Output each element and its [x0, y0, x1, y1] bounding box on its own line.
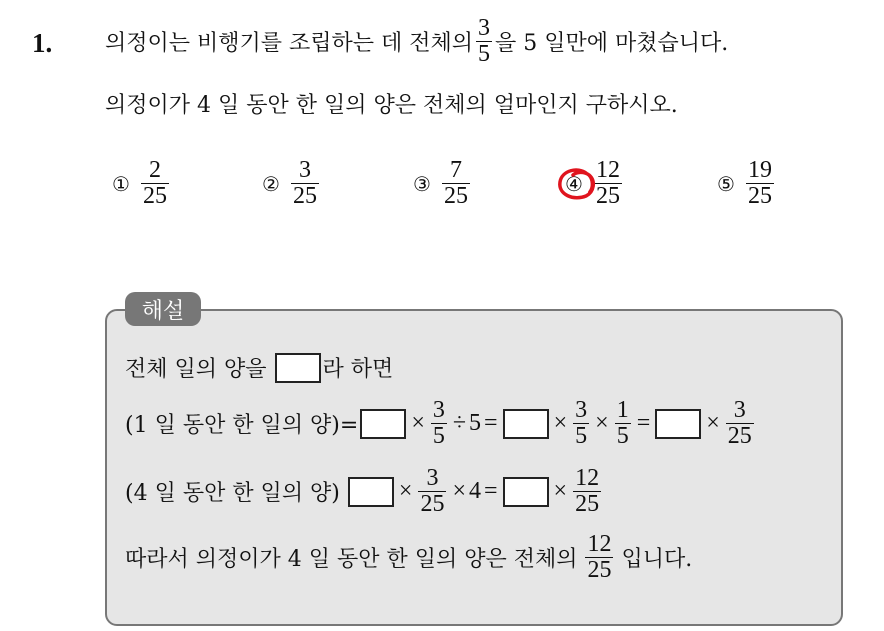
question-line-1 — [105, 16, 728, 67]
question-number: 1. — [32, 28, 53, 58]
fraction — [573, 398, 589, 449]
choice-2-numerator: 3 — [298, 157, 311, 183]
times-sign: × — [398, 478, 413, 505]
solution-line-1-suffix: 라 하면 — [322, 357, 394, 382]
question-text-before: 의정이는 비행기를 조립하는 데 전체의 — [105, 31, 474, 57]
question-fraction — [476, 16, 492, 67]
denominator: 25 — [587, 557, 612, 584]
solution-line-4 — [125, 532, 692, 583]
solution-line-2 — [125, 398, 757, 449]
denominator: 25 — [575, 491, 600, 518]
choice-1-fraction — [141, 158, 169, 209]
number: 4 — [469, 478, 481, 505]
choice-2-mark: ② — [262, 171, 280, 196]
choice-4-mark: ④ — [565, 171, 583, 196]
choice-1-denominator: 25 — [142, 183, 167, 210]
solution-line-4-suffix: 입니다. — [621, 547, 693, 573]
blank-box — [348, 477, 394, 507]
blank-box — [655, 409, 701, 439]
solution-line-3-label: (4 일 동안 한 일의 양) — [125, 481, 340, 507]
times-sign: × — [595, 410, 609, 437]
fraction — [726, 398, 754, 449]
choice-3[interactable] — [413, 158, 473, 209]
numerator: 3 — [432, 397, 445, 423]
denominator: 5 — [616, 423, 629, 450]
solution-line-1 — [125, 352, 393, 383]
denominator: 25 — [727, 423, 752, 450]
question-line-2: 의정이가 4 일 동안 한 일의 양은 전체의 얼마인지 구하시오. — [105, 93, 678, 118]
choice-2-fraction — [291, 158, 319, 209]
solution-line-2-label: (1 일 동안 한 일의 양)= — [125, 413, 359, 439]
denominator: 5 — [575, 423, 588, 450]
times-sign: × — [553, 478, 568, 505]
choice-5[interactable] — [717, 158, 777, 209]
number: 5 — [469, 410, 482, 437]
blank-box — [275, 353, 321, 383]
choice-1-mark: ① — [112, 171, 130, 196]
solution-line-3 — [125, 466, 604, 517]
numerator: 12 — [587, 531, 612, 557]
equals-sign: = — [484, 410, 498, 437]
equals-sign: = — [484, 478, 498, 505]
choice-5-mark: ⑤ — [717, 171, 735, 196]
choice-3-numerator: 7 — [449, 157, 462, 183]
choice-4-fraction — [594, 158, 622, 209]
numerator: 3 — [575, 397, 588, 423]
choice-1-numerator: 2 — [148, 157, 161, 183]
divide-sign: ÷ — [452, 410, 467, 437]
choice-5-fraction — [746, 158, 774, 209]
choice-2[interactable] — [262, 158, 322, 209]
numerator: 3 — [733, 397, 746, 423]
blank-box — [360, 409, 406, 439]
choice-1[interactable] — [112, 158, 172, 209]
blank-box — [503, 409, 549, 439]
answer-fraction — [585, 532, 613, 583]
choice-4-numerator: 12 — [595, 157, 620, 183]
solution-line-1-text: 전체 일의 양을 — [125, 357, 267, 382]
times-sign: × — [706, 410, 720, 437]
choice-4-denominator: 25 — [595, 183, 620, 210]
choice-5-denominator: 25 — [747, 183, 772, 210]
numerator: 1 — [616, 397, 629, 423]
fraction — [431, 398, 447, 449]
equals-sign: = — [636, 410, 651, 437]
numerator: 3 — [426, 465, 439, 491]
solution-line-4-text: 따라서 의정이가 4 일 동안 한 일의 양은 전체의 — [125, 547, 578, 573]
choice-3-fraction — [442, 158, 470, 209]
choice-3-mark: ③ — [413, 171, 431, 196]
denominator: 25 — [420, 491, 445, 518]
numerator: 12 — [575, 465, 600, 491]
times-sign: × — [553, 410, 568, 437]
choice-5-numerator: 19 — [747, 157, 772, 183]
question-fraction-numerator: 3 — [478, 15, 491, 41]
fraction — [418, 466, 446, 517]
solution-tag: 해설 — [125, 292, 201, 326]
answer-circle-mark-icon — [556, 167, 598, 203]
choice-3-denominator: 25 — [443, 183, 468, 210]
choice-2-denominator: 25 — [292, 183, 317, 210]
fraction — [615, 398, 631, 449]
times-sign: × — [411, 410, 425, 437]
denominator: 5 — [432, 423, 445, 450]
times-sign: × — [452, 478, 466, 505]
blank-box — [503, 477, 549, 507]
question-text-after: 을 5 일만에 마쳤습니다. — [495, 31, 729, 57]
fraction — [573, 466, 601, 517]
question-fraction-denominator: 5 — [478, 41, 491, 68]
